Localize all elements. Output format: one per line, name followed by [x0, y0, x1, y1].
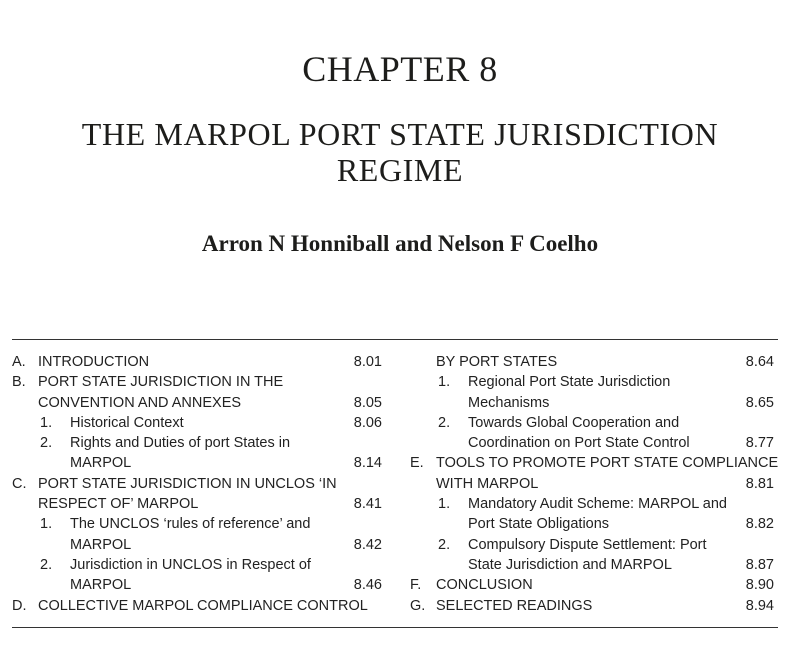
toc-entry-text: Regional Port State Jurisdiction — [468, 374, 671, 391]
toc-entry-text: Coordination on Port State Control — [468, 435, 690, 452]
toc-entry-paragraph-number: 8.90 — [745, 577, 774, 594]
toc-entry-paragraph-number: 8.64 — [745, 354, 774, 370]
toc-entry-marker: 1. — [438, 374, 451, 391]
toc-entry-marker: 1. — [40, 414, 53, 431]
toc-entry — [410, 413, 780, 454]
toc-entry-text: WITH MARPOL — [436, 475, 539, 492]
toc-entry-marker: G. — [410, 597, 426, 614]
toc-entry-paragraph-number: 8.06 — [353, 414, 382, 431]
toc-entry-paragraph-number: 8.46 — [353, 577, 382, 594]
bottom-divider — [12, 627, 778, 628]
toc-entry-marker: 2. — [40, 435, 53, 452]
toc-entry — [410, 596, 780, 616]
toc-entry-marker: B. — [12, 374, 26, 391]
toc-entry-paragraph-number: 8.14 — [353, 455, 382, 472]
chapter-authors: Arron N Honniball and Nelson F Coelho — [201, 231, 599, 256]
toc-entry-text: Mandatory Audit Scheme: MARPOL and — [468, 496, 727, 513]
toc-entry — [12, 474, 388, 515]
toc-entry — [410, 494, 780, 535]
toc-entry-marker: C. — [12, 475, 27, 492]
toc-entry — [12, 352, 388, 372]
toc-entry-text: The UNCLOS ‘rules of reference’ and — [70, 516, 311, 533]
toc-entry-text: Port State Obligations — [468, 516, 610, 533]
toc-entry-marker: D. — [12, 597, 27, 614]
toc-entry-text: MARPOL — [70, 455, 132, 472]
toc-entry — [410, 372, 780, 413]
toc-entry-text: INTRODUCTION — [38, 354, 150, 370]
toc-entry — [12, 433, 388, 474]
toc-entry-marker: 1. — [40, 516, 53, 533]
toc-left-column — [12, 352, 388, 616]
toc-entry — [12, 372, 388, 413]
toc-entry-text: CONVENTION AND ANNEXES — [38, 394, 242, 411]
toc-entry-paragraph-number: 8.94 — [745, 597, 774, 614]
toc-entry-marker: E. — [410, 455, 424, 472]
toc-entry-text: Compulsory Dispute Settlement: Port — [468, 536, 707, 553]
toc-entry-text: RESPECT OF’ MARPOL — [38, 496, 199, 513]
toc-entry-text: COLLECTIVE MARPOL COMPLIANCE CONTROL — [38, 597, 368, 614]
toc-entry — [12, 596, 388, 616]
chapter-title-line-1: THE MARPOL PORT STATE JURISDICTION — [81, 116, 719, 152]
toc-entry-text: Towards Global Cooperation and — [468, 414, 680, 431]
toc-entry-text: PORT STATE JURISDICTION IN UNCLOS ‘IN — [38, 475, 337, 492]
toc-entry-text: Rights and Duties of port States in — [70, 435, 291, 452]
toc-entry-marker: 2. — [438, 536, 451, 553]
toc-entry-text: SELECTED READINGS — [436, 597, 593, 614]
toc-entry-paragraph-number: 8.42 — [353, 536, 382, 553]
toc-entry — [410, 575, 780, 595]
toc-entry-marker: A. — [12, 354, 26, 370]
toc-entry-paragraph-number: 8.41 — [353, 496, 382, 513]
toc-entry-marker: 2. — [438, 414, 451, 431]
toc-entry-text: Historical Context — [70, 414, 184, 431]
toc-entry-text: BY PORT STATES — [436, 354, 558, 370]
toc-entry-text: MARPOL — [70, 536, 132, 553]
toc-entry — [410, 352, 780, 372]
toc-right-column — [410, 352, 780, 616]
toc-entry-text: PORT STATE JURISDICTION IN THE — [38, 374, 284, 391]
toc-entry — [12, 555, 388, 596]
toc-entry-paragraph-number: 8.87 — [745, 556, 774, 573]
toc-entry-marker: F. — [410, 577, 422, 594]
toc-entry-text: MARPOL — [70, 577, 132, 594]
toc-entry-paragraph-number: 8.05 — [353, 394, 382, 411]
toc-entry-paragraph-number: 8.65 — [745, 394, 774, 411]
toc-entry — [410, 535, 780, 576]
toc-entry-paragraph-number: 8.77 — [745, 435, 774, 452]
chapter-title-line-2: REGIME — [336, 152, 464, 188]
toc-entry-text: State Jurisdiction and MARPOL — [468, 556, 672, 573]
toc-entry-marker: 1. — [438, 496, 451, 513]
top-divider — [12, 339, 778, 340]
chapter-number: CHAPTER 8 — [302, 49, 498, 89]
toc-entry-paragraph-number: 8.01 — [353, 354, 382, 370]
toc-entry — [12, 514, 388, 555]
toc-entry-text: TOOLS TO PROMOTE PORT STATE COMPLIANCE — [436, 455, 779, 472]
toc-entry — [410, 453, 780, 494]
toc-entry-text: Mechanisms — [468, 394, 550, 411]
toc-entry-text: Jurisdiction in UNCLOS in Respect of — [70, 556, 311, 573]
toc-entry-text: CONCLUSION — [436, 577, 533, 594]
toc-entry-paragraph-number: 8.82 — [745, 516, 774, 533]
toc-entry — [12, 413, 388, 433]
chapter-title — [0, 116, 800, 188]
toc-entry-paragraph-number: 8.81 — [745, 475, 774, 492]
toc-entry-marker: 2. — [40, 556, 53, 573]
